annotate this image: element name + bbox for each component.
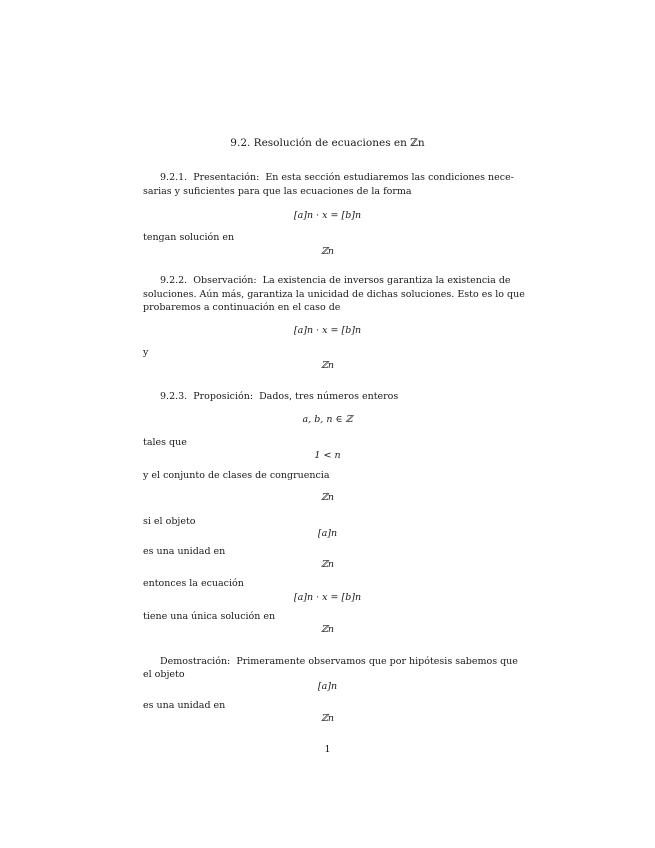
presentacion-line2: sarias y suficientes para que las ecuaciones de la forma bbox=[143, 186, 412, 197]
observacion-equation: [a]n · x = [b]n bbox=[293, 325, 362, 336]
proposicion-t2: y el conjunto de clases de congruencia bbox=[143, 470, 330, 481]
section-title: 9.2. Resolución de ecuaciones en ℤn bbox=[230, 137, 425, 149]
presentacion-equation: [a]n · x = [b]n bbox=[293, 210, 362, 221]
presentacion-line1: 9.2.1. Presentación: En esta sección estudiaremos las condiciones nece- bbox=[160, 172, 514, 183]
proposicion-eq1: a, b, n ∈ ℤ bbox=[302, 414, 353, 425]
observacion-set: ℤn bbox=[320, 360, 335, 371]
demostracion-eq2: ℤn bbox=[320, 713, 335, 724]
proposicion-t5: entonces la ecuación bbox=[143, 578, 244, 589]
observacion-line3: probaremos a continuación en el caso de bbox=[143, 302, 341, 313]
proposicion-eq6: [a]n · x = [b]n bbox=[293, 592, 362, 603]
proposicion-line1: 9.2.3. Proposición: Dados, tres números enteros bbox=[160, 391, 399, 402]
observacion-line1: 9.2.2. Observación: La existencia de inversos garantiza la existencia de bbox=[160, 275, 511, 286]
proposicion-eq3: ℤn bbox=[320, 492, 335, 503]
proposicion-eq7: ℤn bbox=[320, 624, 335, 635]
proposicion-t4: es una unidad en bbox=[143, 546, 226, 557]
presentacion-set: ℤn bbox=[320, 246, 335, 257]
demostracion-line1: Demostración: Primeramente observamos que por hipótesis sabemos que bbox=[160, 656, 518, 667]
proposicion-t6: tiene una única solución en bbox=[143, 611, 276, 622]
proposicion-t1: tales que bbox=[143, 437, 187, 448]
demostracion-line2: el objeto bbox=[143, 669, 185, 680]
proposicion-eq2: 1 < n bbox=[314, 450, 341, 461]
proposicion-t3: si el objeto bbox=[143, 516, 196, 527]
proposicion-eq5: ℤn bbox=[320, 559, 335, 570]
observacion-line2: soluciones. Aún más, garantiza la unicidad de dichas soluciones. Esto es lo que bbox=[143, 289, 525, 300]
demostracion-t1: es una unidad en bbox=[143, 700, 226, 711]
observacion-conj: y bbox=[143, 347, 149, 358]
proposicion-eq4: [a]n bbox=[317, 528, 338, 539]
page-number: 1 bbox=[324, 744, 331, 755]
presentacion-after: tengan solución en bbox=[143, 232, 235, 243]
demostracion-eq1: [a]n bbox=[317, 681, 338, 692]
